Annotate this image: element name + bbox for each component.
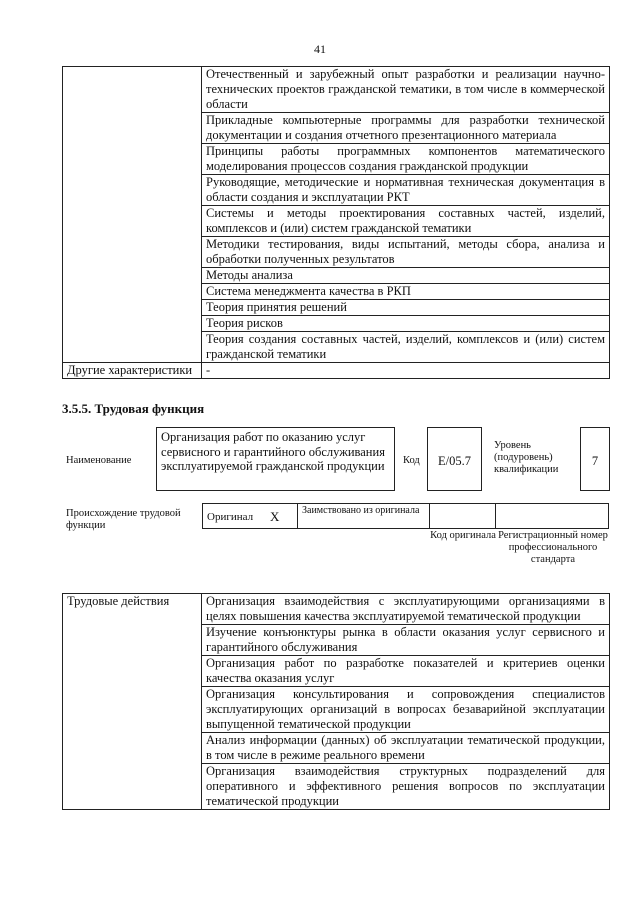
labor-action-item: Организация взаимодействия с эксплуатирующими организациями в целях повышения качества эксплуатируемой тематической продукции bbox=[202, 594, 610, 625]
name-label: Наименование bbox=[66, 455, 132, 466]
knowledge-item: Система менеджмента качества в РКП bbox=[202, 284, 610, 300]
function-name-box: Организация работ по оказанию услуг сервисного и гарантийного обслуживания эксплуатируемой гражданской продукции bbox=[156, 427, 395, 491]
knowledge-item: Методики тестирования, виды испытаний, методы сбора, анализа и обработки полученных результатов bbox=[202, 237, 610, 268]
table-cell-empty bbox=[63, 67, 202, 363]
labor-action-item: Изучение конъюнктуры рынка в области оказания услуг сервисного и гарантийного обслуживания bbox=[202, 625, 610, 656]
labor-actions-table bbox=[62, 593, 610, 810]
knowledge-item: Теория принятия решений bbox=[202, 300, 610, 316]
level-label: Уровень (подуровень) квалификации bbox=[494, 440, 559, 475]
origin-label: Происхождение трудовой функции bbox=[66, 508, 181, 531]
knowledge-table bbox=[62, 66, 610, 379]
level-box: 7 bbox=[580, 427, 610, 491]
other-characteristics-label: Другие характеристики bbox=[63, 363, 202, 379]
knowledge-item: Теория рисков bbox=[202, 316, 610, 332]
other-characteristics-value: - bbox=[202, 363, 610, 379]
knowledge-item: Системы и методы проектирования составных частей, изделий, комплексов и (или) систем гражданской тематики bbox=[202, 206, 610, 237]
labor-action-item: Организация работ по разработке показателей и критериев оценки качества оказания услуг bbox=[202, 656, 610, 687]
origin-original-label: Оригинал bbox=[207, 511, 254, 523]
code-label: Код bbox=[403, 455, 420, 466]
labor-actions-label: Трудовые действия bbox=[63, 594, 202, 810]
registration-number-label: Регистрационный номер профессионального стандарта bbox=[498, 530, 608, 565]
labor-action-item: Организация взаимодействия структурных подразделений для оперативного и эффективного решения вопросов по эксплуатации тематической продукции bbox=[202, 764, 610, 810]
knowledge-item: Отечественный и зарубежный опыт разработки и реализации научно-технических проектов гражданской тематики, в том числе в коммерческой области bbox=[202, 67, 610, 113]
table-row bbox=[63, 363, 610, 379]
table-row bbox=[63, 67, 610, 113]
table-row bbox=[63, 594, 610, 625]
knowledge-item: Руководящие, методические и нормативная техническая документация в области создания и эксплуатации РКТ bbox=[202, 175, 610, 206]
knowledge-item: Теория создания составных частей, изделий, комплексов и (или) систем гражданской тематики bbox=[202, 332, 610, 363]
labor-action-item: Организация консультирования и сопровождения специалистов эксплуатирующих организаций в вопросах безаварийной эксплуатации выпущенной тематической продукции bbox=[202, 687, 610, 733]
knowledge-item: Методы анализа bbox=[202, 268, 610, 284]
code-box: E/05.7 bbox=[427, 427, 482, 491]
section-title: 3.5.5. Трудовая функция bbox=[62, 401, 205, 416]
code-original-label: Код оригинала bbox=[430, 530, 496, 541]
labor-action-item: Анализ информации (данных) об эксплуатации тематической продукции, в том числе в режиме реального времени bbox=[202, 733, 610, 764]
page-number: 41 bbox=[314, 42, 326, 56]
origin-mark: X bbox=[270, 509, 280, 524]
knowledge-item: Прикладные компьютерные программы для разработки технической документации и создания отчетного презентационного материала bbox=[202, 113, 610, 144]
knowledge-item: Принципы работы программных компонентов математического моделирования процессов создания гражданской продукции bbox=[202, 144, 610, 175]
origin-borrowed-label: Заимствовано из оригинала bbox=[302, 505, 420, 516]
origin-cell-code bbox=[429, 504, 496, 528]
